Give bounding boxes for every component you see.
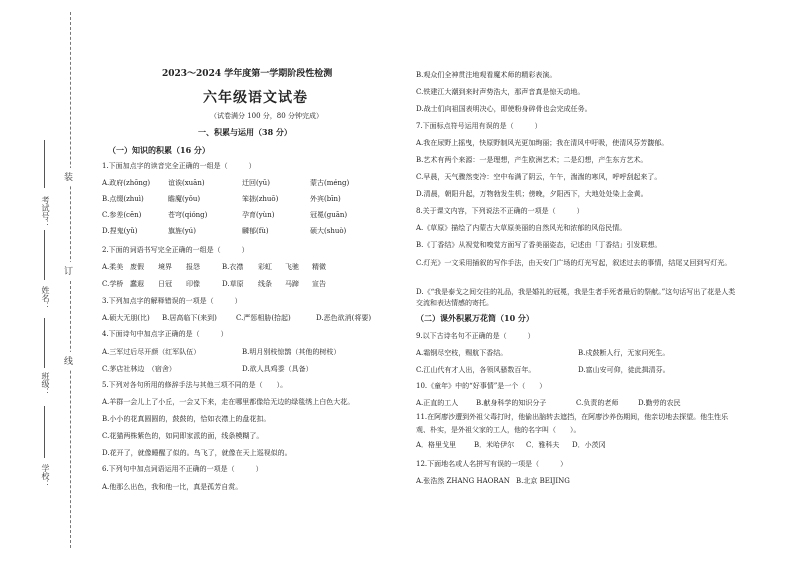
seal-char-ding: 订 (64, 262, 73, 279)
option-d[interactable]: D.捏鬼(yǔ) (102, 227, 138, 235)
question-6: 6.下列句中加点词语运用不正确的一项是（ ） (102, 465, 263, 473)
q1-options-row (102, 228, 346, 235)
section-heading-1: （一）知识的积累（16 分） (108, 145, 210, 155)
option-b[interactable]: B.献身科学的知识分子 (476, 399, 547, 407)
option-d[interactable]: D.《“我是泰戈之间交往的礼品，我是婚礼的冠冕，我是生者手死者最后的祭献。”这句话写出了花是人类交流和表达情感的寄托。 (416, 288, 736, 307)
question-4: 4.下面诗句中加点字正确的是（ ） (102, 330, 228, 338)
option-c[interactable]: C.严惩相胁(拾起) (236, 314, 291, 322)
field-label-exam-number: 考试号： (41, 196, 50, 228)
option-d[interactable]: D.勤劳的农民 (638, 399, 681, 407)
field-line-exam-number[interactable] (44, 140, 45, 188)
option-a[interactable]: A.《草原》描绘了内蒙古大草原美丽的自然风光和浓郁的风俗民情。 (416, 224, 627, 232)
q4-options-row (102, 349, 340, 356)
option-word: 麟郁(fù) (242, 227, 269, 235)
option-d[interactable]: D.富山安可仰，徒此揖清芬。 (578, 366, 670, 374)
q11-options-row (416, 442, 606, 449)
option-a[interactable]: A.霜钢尽空枝，赐航下香结。 (416, 349, 508, 357)
option-d[interactable]: D.清晨，朝阳升起，万物勃发生机；傍晚，夕阳西下，大地处处染上金黄。 (416, 190, 648, 198)
option-word: 冠冕(guān) (310, 211, 348, 219)
option-a[interactable]: A.政府(zhōng) (102, 179, 151, 187)
exam-note: （试卷满分 100 分，80 分钟完成） (210, 112, 323, 120)
option-a[interactable]: A.硕大无朋(比) (102, 314, 150, 322)
option-word: 马蹄 (285, 280, 299, 288)
option-b[interactable]: B.点缀(zhuì) (102, 195, 144, 203)
option-word: 精微 (312, 263, 326, 271)
paper-title: 六年级语文试卷 (203, 90, 308, 106)
part-heading: 一、积累与运用（38 分） (198, 127, 292, 137)
option-b[interactable]: B.戍鼓断人行，无家问死生。 (578, 349, 670, 357)
binding-dashed-line (70, 12, 71, 548)
option-word: 报怨 (186, 263, 200, 271)
option-a[interactable]: A.我在尿野上摇曳，快原野制风光更加绚丽；我在清风中吁吸，使清风芬芳馥郁。 (416, 139, 669, 147)
option-b[interactable]: B.明月别枝惊鹊（其他的树枝） (242, 348, 341, 356)
option-d[interactable]: D.恶色欲消(将要) (316, 314, 372, 322)
option-word: 废假 (130, 263, 144, 271)
option-c[interactable]: C.负责的老师 (576, 399, 619, 407)
q6-option-d[interactable]: D.战士们向祖国表明决心，即使粉身碎骨也会完成任务。 (416, 105, 592, 113)
question-12: 12.下面地名或人名拼写有误的一项是（ ） (416, 460, 568, 468)
field-label-class: 班级： (41, 372, 50, 396)
option-word: 瞻魔(yǒu) (168, 195, 201, 203)
option-b[interactable]: B.艺术有两个来源：一是理想，产生欧洲艺术；二是幻想，产生东方艺术。 (416, 156, 648, 164)
option-word: 迁回(yū) (242, 179, 270, 187)
option-d[interactable]: D．小茨冈 (572, 441, 606, 449)
section-heading-2: （二）课外积累万花筒（10 分） (416, 313, 534, 323)
option-a[interactable]: A.三军过后尽开颜（红军队伍） (102, 348, 201, 356)
option-word: 蠢遐 (130, 280, 144, 288)
option-a[interactable]: A.张浩然 ZHANG HAORAN (416, 477, 510, 485)
option-word: 宣告 (312, 280, 326, 288)
q1-options-row (102, 212, 347, 219)
question-5: 5.下列对各句所用的修辞手法与其他三项不同的是（ ）。 (102, 381, 288, 389)
question-7: 7.下面标点符号运用有误的是（ ） (416, 122, 542, 130)
question-1: 1.下面加点字的读音完全正确的一组是（ ） (102, 162, 256, 170)
q9-options-row (416, 367, 670, 374)
option-word: 彩虹 (258, 263, 272, 271)
option-word: 苍穹(qióng) (168, 211, 208, 219)
option-a[interactable]: A.正直的工人 (416, 399, 459, 407)
q9-options-row (416, 350, 669, 357)
question-11: 11.在阿廖沙遭到外祖父毒打时，他偷出脑转去遮挡，在阿廖沙养伤期间，他亲切地去探望。他生性乐观、朴实，是外祖父家的工人，他的名字叫（ ）。 (416, 413, 729, 434)
option-c[interactable]: C.学桥 (102, 280, 124, 288)
q6-option-b[interactable]: B.观众们全神贯注地观看魔术师的精彩表演。 (416, 71, 557, 79)
option-word: 飞驰 (285, 263, 299, 271)
option-word: 日冠 (158, 280, 172, 288)
field-label-name: 姓名： (41, 286, 50, 310)
q12-options-row (416, 478, 570, 485)
option-b[interactable]: B.居高临下(来到) (162, 314, 217, 322)
option-d[interactable]: D.草原 (222, 280, 244, 288)
option-c[interactable]: C.花猫两株紫色的，如同即家派的面，线条模糊了。 (102, 432, 264, 440)
option-word: 笨拙(zhuō) (242, 195, 279, 203)
option-c[interactable]: C．雅科夫 (526, 441, 560, 449)
option-word: 境界 (158, 263, 172, 271)
option-word: 蒙古(méng) (310, 179, 350, 187)
option-word: 旗旌(yú) (168, 227, 196, 235)
option-word: 印像 (186, 280, 200, 288)
option-b[interactable]: B.北京 BEIJING (516, 477, 570, 485)
option-a[interactable]: A.羊群一会儿上了小丘，一会又下来，走在哪里都像给无边的绿毯绣上白色大花。 (102, 398, 355, 406)
option-b[interactable]: B.《丁香结》从视觉和嗅觉方面写了香美丽姿态，记述由「丁香结」引发联想。 (416, 241, 662, 249)
option-word: 线条 (258, 280, 272, 288)
q1-options-row (102, 196, 341, 203)
field-line-name[interactable] (44, 230, 45, 280)
q1-options-row (102, 180, 349, 187)
question-9: 9.以下古诗名句不正确的是（ ） (416, 332, 535, 340)
option-word: 谊诶(xuān) (168, 179, 205, 187)
option-d[interactable]: D.花开了，就像睡醒了似的。鸟飞了，就像在天上巡视似的。 (102, 449, 292, 457)
q6-option-c[interactable]: C.铁建江大潮到来时声势浩大，那声音真是惊天动地。 (416, 88, 585, 96)
option-d[interactable]: D.欲人具鸡黍（具备） (242, 365, 313, 373)
exam-title: 2023～2024 学年度第一学期阶段性检测 (162, 69, 333, 79)
question-8: 8.关于课文内容，下列说法不正确的一项是（ ） (416, 207, 584, 215)
option-word: 孕育(yùn) (242, 211, 275, 219)
binding-margin (0, 0, 95, 562)
option-b[interactable]: B．米哈伊尔 (474, 441, 515, 449)
q10-options-row (416, 400, 681, 407)
option-c[interactable]: C.茅店社林边 （宿舍） (102, 365, 176, 373)
seal-char-zhuang: 装 (64, 168, 73, 185)
option-a[interactable]: A.他那么出色，我和他一比，真是孤芳自赏。 (102, 483, 243, 491)
q2-options-row (102, 264, 326, 271)
q2-options-row (102, 281, 326, 288)
q3-options-row (102, 315, 371, 322)
option-word: 外宾(bīn) (310, 195, 341, 203)
seal-char-xian: 线 (64, 352, 73, 369)
field-line-class[interactable] (44, 318, 45, 368)
field-label-school: 学校： (41, 464, 50, 488)
option-c[interactable]: C.江山代有才人出，各领风骚数百年。 (416, 366, 536, 374)
option-a[interactable]: A．格里戈里 (416, 441, 457, 449)
q4-options-row (102, 366, 313, 373)
option-b[interactable]: B.小小的花真圆圆的，鼓鼓的，恰如衣襟上的盘花扣。 (102, 415, 271, 423)
option-b[interactable]: B.衣襟 (222, 263, 244, 271)
option-c[interactable]: C.参差(cēn) (102, 211, 142, 219)
option-c[interactable]: C.灯光》一文采用插叙的写作手法，由天安门广场的灯光写起，叙述过去的事情，结尾又回到写灯光。 (416, 259, 732, 267)
question-3: 3.下列加点字的解释错误的一项是（ ） (102, 297, 242, 305)
option-c[interactable]: C.早晨，天气骤然变冷：空中布满了阴云，午午，湍湍的寒风，呼呼刮起来了。 (416, 173, 662, 181)
question-2: 2.下面的词语书写完全正确的一组是（ ） (102, 246, 249, 254)
field-line-school[interactable] (44, 406, 45, 458)
question-10: 10.《童年》中的“好事情”是一个（ ） (416, 382, 547, 390)
option-word: 硕大(shuò) (310, 227, 347, 235)
option-a[interactable]: A.柔美 (102, 263, 124, 271)
